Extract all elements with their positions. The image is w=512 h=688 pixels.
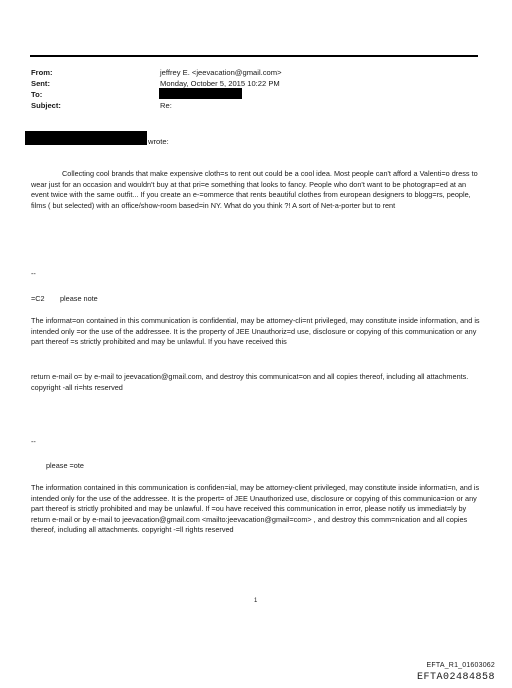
confidentiality-notice: The informat=on contained in this communication is confidential, may be attorney-cli=nt privileged, may constitute inside information, and is intended only =or the use of the addressee. It is the property of JEE Unauthoriz=d use, disclosure or copying of this communication or any part thereof =s strictly prohibited and may be unlawful. If you have received this [31,316,480,347]
to-redaction-block [159,88,242,99]
sent-value: Monday, October 5, 2015 10:22 PM [160,79,280,88]
subject-label: Subject: [31,101,61,110]
sender-redaction-block [25,131,147,145]
confidentiality-notice-2: The information contained in this communication is confiden=ial, may be attorney-client privileged, may constitute inside informati=n, and is intended only for the use of the addressee. It is the propert= of JEE Unauthorized use, disclosure or copying of this communica=ion or any part thereof is strictly prohibited and may be unlawful. If =ou have received this communication in error, please notify us immediat=ly by return e-mail or by e-mail to jeevacation@gmail.com <mailto:jeevacation@gmail=com> , and destroy this comm=nication and all copies thereof, including all attachments. copyright -=ll rights reserved [31,483,480,535]
page-number: 1 [254,598,258,604]
bates-number-large: EFTA02484858 [416,672,495,683]
return-email-notice: return e-mail o= by e-mail to jeevacation@gmail.com, and destroy this communicat=on and all copies thereof, including all attachments. copyright -all ri=hts reserved [31,372,469,392]
sent-label: Sent: [31,79,50,88]
bates-number-small: EFTA_R1_01603062 [426,662,495,669]
wrote-text: wrote: [148,137,169,146]
encoding-artifact-c2: =C2 [31,294,45,303]
message-paragraph: Collecting cool brands that make expensive cloth=s to rent out could be a cool idea. Most people can't afford a Valenti=o dress to wear just for an occasion and wouldn't buy at that pri=e something that looks to fancy. People who don't want to be photograp=ed at an event twice with the same outfit... If you create an e-=ommerce that rents beautiful clothes from european designers to blogg=rs, people, films ( but selected) with an office/show-room based=in NY. What do you think ?! A sort of Net-a-porter but to rent [31,169,478,210]
to-label: To: [31,90,43,99]
please-note-heading: please note [60,294,98,303]
from-label: From: [31,68,53,77]
separator-dashes: -- [31,269,36,278]
from-value: jeffrey E. <jeevacation@gmail.com> [160,68,282,77]
please-note-heading-2: please =ote [46,461,84,470]
subject-value: Re: [160,101,172,110]
header-rule [30,55,478,57]
separator-dashes-2: -- [31,437,36,446]
